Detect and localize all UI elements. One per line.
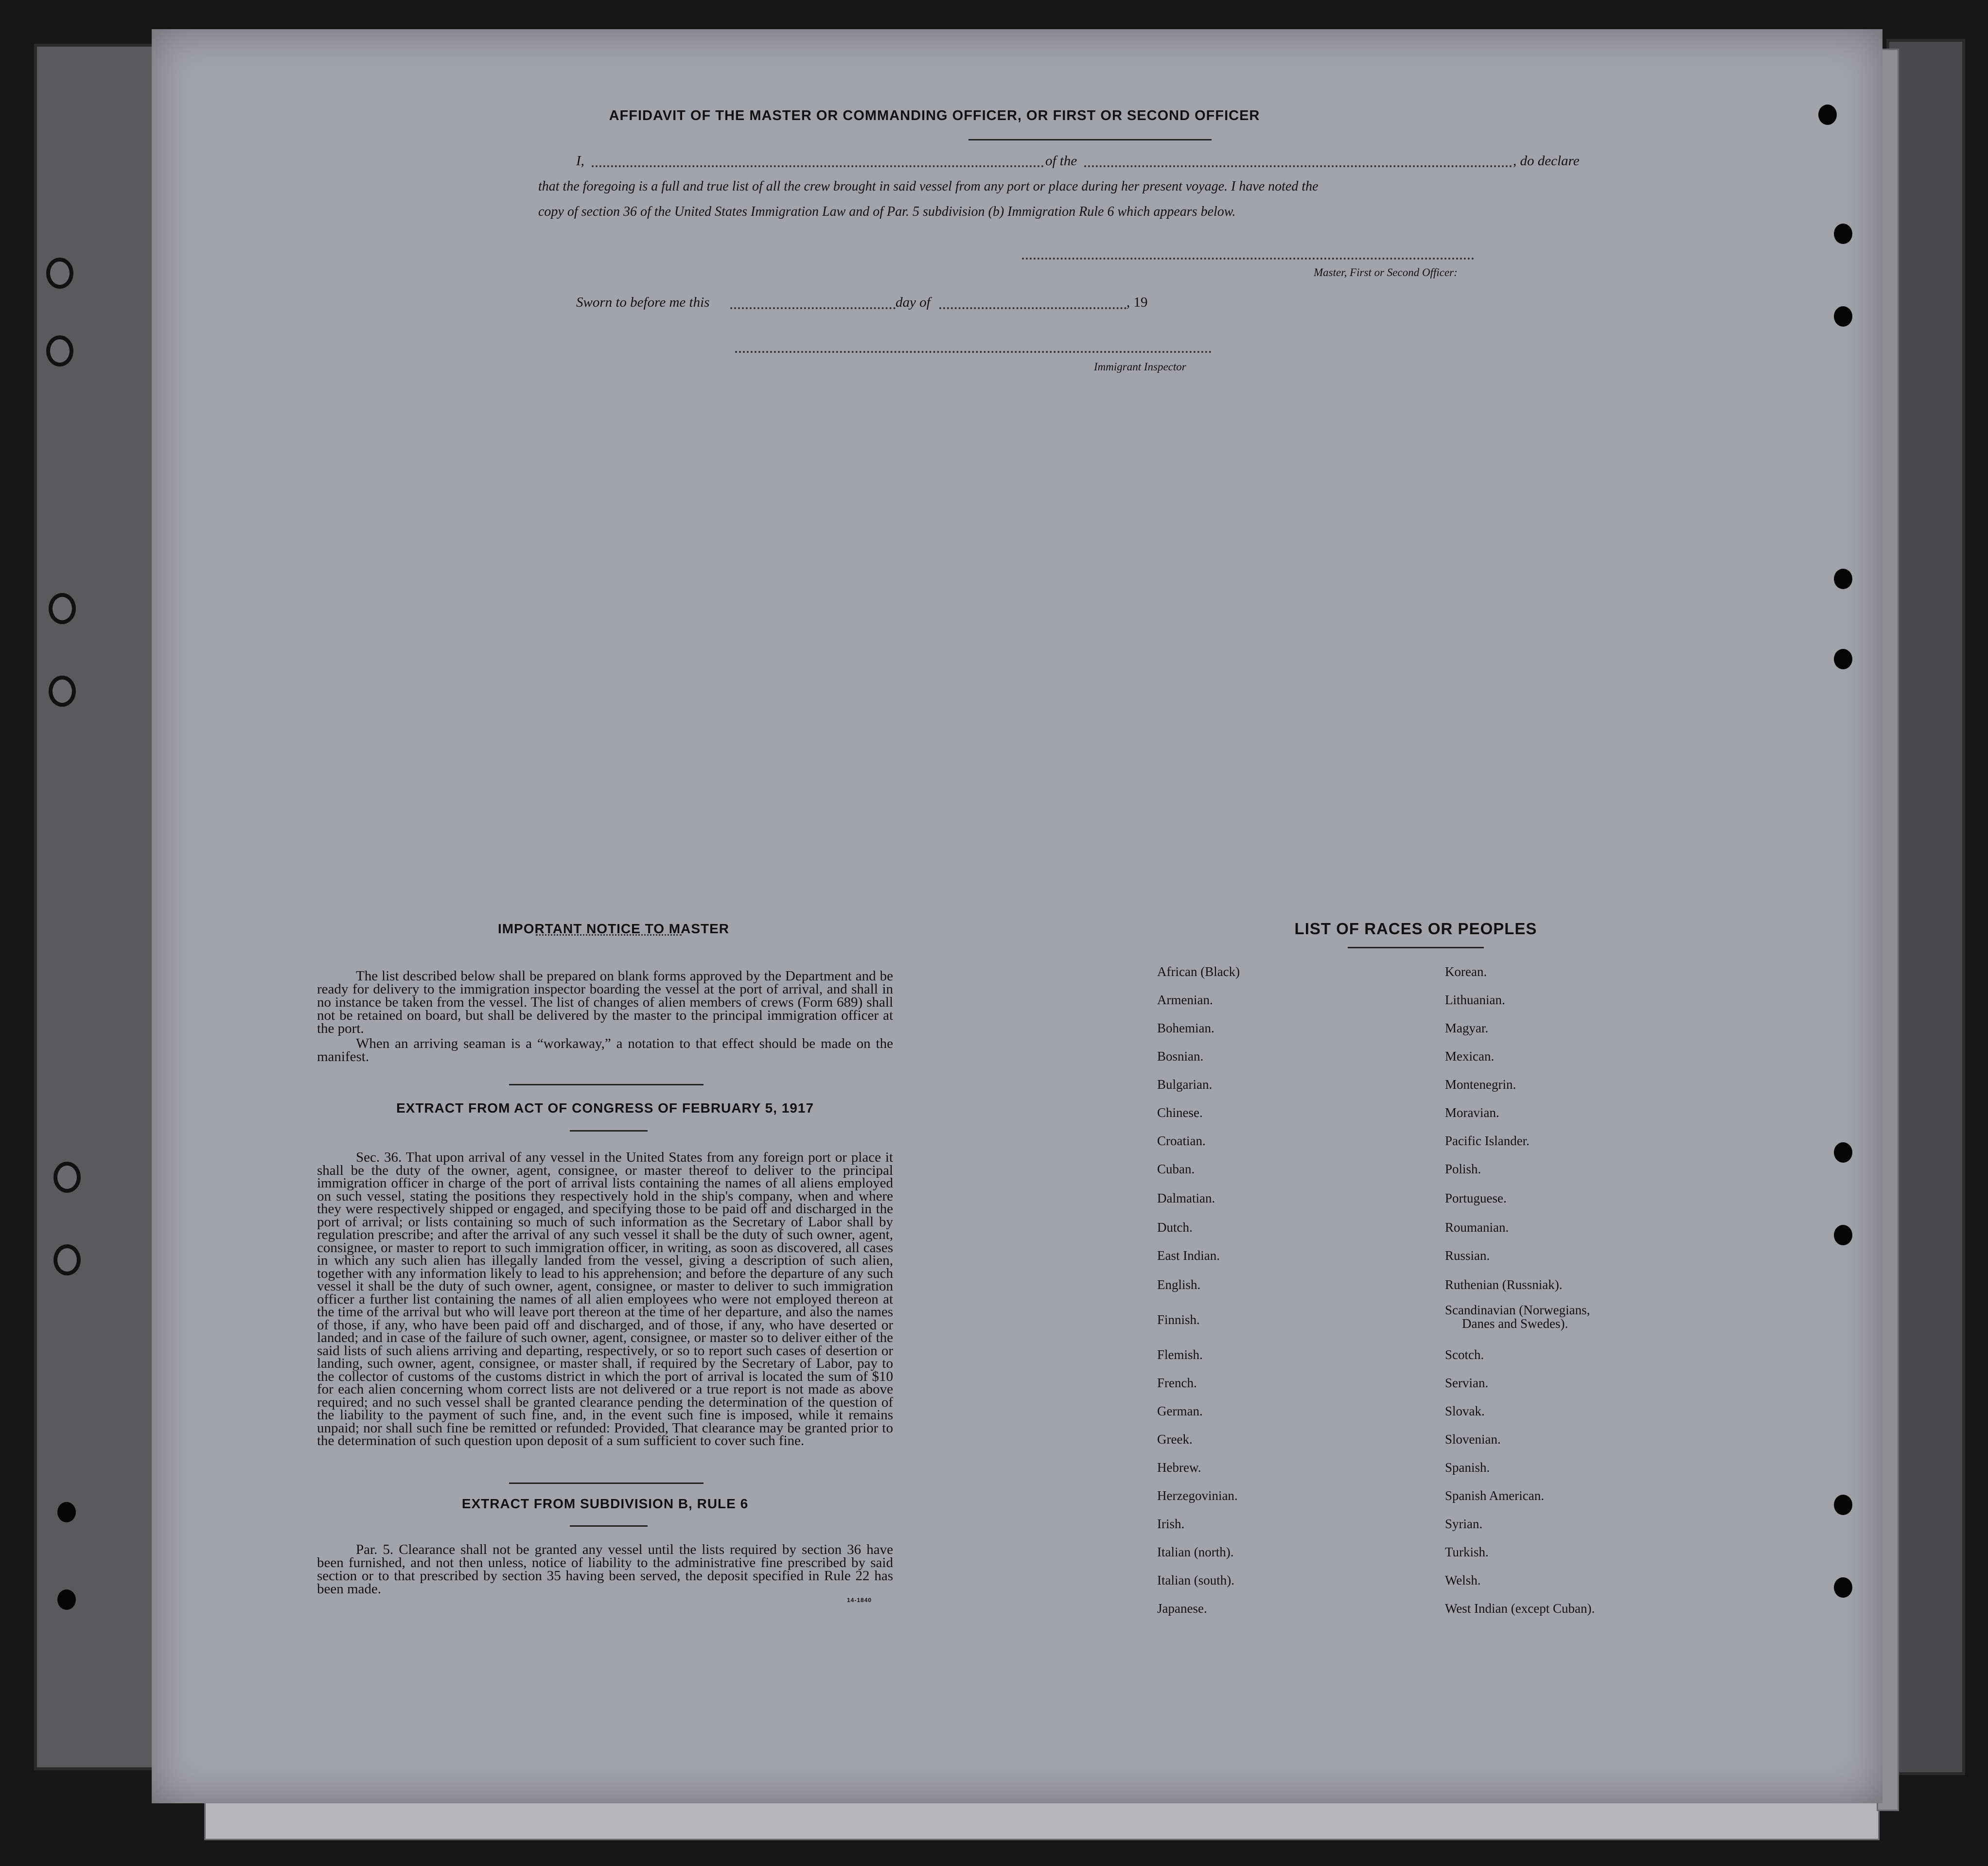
act-extract-title: EXTRACT FROM ACT OF CONGRESS OF FEBRUARY 5, 1917 [396, 1100, 814, 1116]
race-item: Ruthenian (Russniak). [1445, 1277, 1563, 1292]
punch-hole [1834, 649, 1852, 669]
race-item: West Indian (except Cuban). [1445, 1601, 1595, 1616]
race-item: Korean. [1445, 964, 1487, 979]
race-item: Turkish. [1445, 1545, 1489, 1559]
punch-hole [1834, 1495, 1852, 1515]
punch-hole [1834, 1142, 1852, 1163]
binder-hole [49, 676, 76, 707]
race-item: Dutch. [1157, 1220, 1193, 1235]
sworn-prefix: Sworn to before me this [576, 295, 710, 310]
notice-para-2: When an arriving seaman is a “workaway,” a notation to that effect should be made on the manifest. [317, 1036, 893, 1064]
race-item: Slovenian. [1445, 1432, 1501, 1447]
race-item: African (Black) [1157, 964, 1240, 979]
race-item: Syrian. [1445, 1517, 1483, 1531]
race-item: Polish. [1445, 1162, 1481, 1176]
race-item: Bohemian. [1157, 1021, 1214, 1035]
race-item: Irish. [1157, 1517, 1185, 1531]
race-item: Greek. [1157, 1432, 1193, 1447]
races-title-underline [1348, 947, 1484, 948]
sworn-month-field[interactable] [939, 307, 1126, 309]
race-item: Dalmatian. [1157, 1191, 1215, 1205]
race-item: Portuguese. [1445, 1191, 1507, 1205]
race-item: Spanish American. [1445, 1488, 1544, 1503]
manifest-page [152, 29, 1882, 1803]
race-item: Armenian. [1157, 993, 1213, 1007]
binder-hole [46, 258, 73, 289]
binder-hole [46, 335, 73, 366]
sworn-day-of: day of [896, 295, 931, 310]
punch-hole [1834, 1225, 1852, 1245]
rule-title-underline [570, 1525, 648, 1527]
race-item: Italian (north). [1157, 1545, 1234, 1559]
binder-hole [53, 1244, 81, 1275]
section-divider [509, 1084, 704, 1085]
affidavit-i: I, [576, 153, 584, 169]
race-item: Bulgarian. [1157, 1077, 1213, 1092]
race-item: Herzegovinian. [1157, 1488, 1238, 1503]
race-item: Italian (south). [1157, 1573, 1234, 1587]
notice-para-1: The list described below shall be prepared on blank forms approved by the Department and be ready for delivery to the immigration inspector boarding the vessel at the port of arrival, and shall in no instance be taken from the vessel. The list of changes of alien members of crews (Form 689) shall not be retained on board, but shall be delivered by the master to the principal immigration officer at the port. [317, 968, 893, 1036]
vessel-field[interactable] [1084, 165, 1512, 167]
punch-hole [1834, 1577, 1852, 1598]
race-item: Finnish. [1157, 1312, 1200, 1327]
race-item: Croatian. [1157, 1134, 1206, 1148]
affidavit-declare: , do declare [1513, 153, 1580, 169]
rule-extract-title: EXTRACT FROM SUBDIVISION B, RULE 6 [461, 1496, 749, 1511]
race-item: East Indian. [1157, 1248, 1220, 1263]
affidavit-of-the: of the [1045, 153, 1077, 169]
punch-hole [1834, 306, 1852, 327]
signature-field[interactable] [1022, 258, 1474, 260]
race-item: Montenegrin. [1445, 1077, 1516, 1092]
race-item: Hebrew. [1157, 1460, 1201, 1475]
sworn-day-field[interactable] [730, 307, 896, 309]
race-item: French. [1157, 1376, 1197, 1390]
race-item: Bosnian. [1157, 1049, 1204, 1064]
race-item: Magyar. [1445, 1021, 1489, 1035]
notice-title-dots [536, 934, 682, 936]
notice-title: IMPORTANT NOTICE TO MASTER [497, 921, 730, 936]
page-bottom-edge [204, 1798, 1880, 1840]
race-item: Scandinavian (Norwegians, [1445, 1303, 1590, 1317]
race-item: Japanese. [1157, 1601, 1207, 1616]
race-item: English. [1157, 1277, 1201, 1292]
race-item: Danes and Swedes). [1462, 1316, 1568, 1331]
title-underline [968, 139, 1212, 140]
race-item: Welsh. [1445, 1573, 1481, 1587]
punch-hole [1834, 224, 1852, 244]
race-item: Mexican. [1445, 1049, 1495, 1064]
act-title-underline [570, 1130, 648, 1132]
binder-hole [57, 1502, 76, 1522]
punch-hole [1818, 105, 1837, 125]
race-item: Roumanian. [1445, 1220, 1509, 1235]
sworn-year: , 19 [1126, 295, 1148, 310]
race-item: Servian. [1445, 1376, 1489, 1390]
binder-hole [57, 1589, 76, 1610]
race-item: Spanish. [1445, 1460, 1490, 1475]
race-item: Moravian. [1445, 1105, 1499, 1120]
race-item: Slovak. [1445, 1404, 1485, 1418]
punch-hole [1834, 569, 1852, 589]
race-item: Chinese. [1157, 1105, 1203, 1120]
affidavit-line2: that the foregoing is a full and true list of all the crew brought in said vessel from any port or place during her present voyage. I have noted the [538, 179, 1319, 194]
affidavit-title: AFFIDAVIT OF THE MASTER OR COMMANDING OFFICER, OR FIRST OR SECOND OFFICER [609, 108, 1260, 123]
act-extract-body: Sec. 36. That upon arrival of any vessel in the United States from any foreign port or place it shall be the duty of the owner, agent, consignee, or master thereof to deliver to the principal immigration officer in charge of the port of arrival lists containing the names of all aliens employed on such vessel, stating the positions they respectively hold in the ship's company, when and where they were respectively shipped or engaged, and specifying those to be paid off and discharged in the port of arrival; or lists containing so much of such information as the Secretary of Labor shall by regulation prescribe; and after the arrival of any such vessel it shall be the duty of such owner, agent, consignee, or master to report to such immigration officer, in writing, as soon as discovered, all cases in which any such alien has illegally landed from the vessel, giving a description of such alien, together with any information likely to lead to his apprehension; and before the departure of any such vessel it shall be the duty of such owner, agent, consignee, or master to deliver to such immigration officer a further list containing the names of all alien employees who were not employed thereon at the time of the arrival but who will leave port thereon at the time of her departure, and also the names of those, if any, who have been paid off and discharged, and of those, if any, who have deserted or landed; and in case of the failure of such owner, agent, consignee, or master so to deliver either of the said lists of such aliens arriving and departing, respectively, or so to report such cases of desertion or landing, such owner, agent, consignee, or master shall, if required by the Secretary of Labor, pay to the collector of customs of the customs district in which the port of arrival is located the sum of $10 for each alien concerning whom correct lists are not delivered or a true report is not made as above required; and no such vessel shall be granted clearance pending the determination of the question of the liability to the payment of such fine, and, in the event such fine is imposed, while it remains unpaid; nor shall such fine be remitted or refunded: Provided, That clearance may be granted prior to the determination of such question upon deposit of a sum sufficient to cover such fine. [317, 1150, 893, 1448]
inspector-signature-field[interactable] [735, 351, 1212, 353]
race-item: Pacific Islander. [1445, 1134, 1530, 1148]
race-item: Flemish. [1157, 1347, 1203, 1362]
race-item: Lithuanian. [1445, 993, 1505, 1007]
inspector-label: Immigrant Inspector [1094, 361, 1186, 373]
binder-hole [53, 1162, 81, 1193]
binder-hole [49, 593, 76, 624]
affidavit-line3: copy of section 36 of the United States Immigration Law and of Par. 5 subdivision (b) Immigration Rule 6 which appears below. [538, 204, 1236, 219]
race-item: Russian. [1445, 1248, 1490, 1263]
section-divider [509, 1482, 704, 1484]
name-field[interactable] [592, 165, 1044, 167]
race-item: German. [1157, 1404, 1203, 1418]
signature-label: Master, First or Second Officer: [1314, 266, 1458, 279]
race-item: Cuban. [1157, 1162, 1195, 1176]
rule-extract-body: Par. 5. Clearance shall not be granted any vessel until the lists required by section 36 have been furnished, and not then unless, notice of liability to the administrative fine prescribed by said section or to that prescribed by section 35 having been served, the deposit specified in Rule 22 has been made. [317, 1542, 893, 1597]
race-item: Scotch. [1445, 1347, 1484, 1362]
races-title: LIST OF RACES OR PEOPLES [1294, 920, 1537, 938]
form-number: 14-1840 [847, 1597, 872, 1604]
